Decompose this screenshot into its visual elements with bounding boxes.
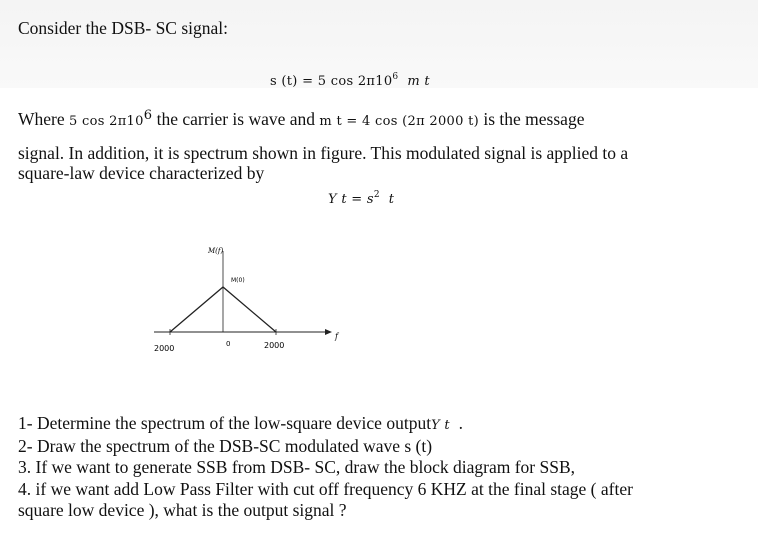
question-2: 2- Draw the spectrum of the DSB-SC modulated wave s (t) xyxy=(18,436,433,456)
paragraph-line-3: square-law device characterized by xyxy=(18,163,265,183)
spectrum-figure xyxy=(140,235,360,365)
question-1: 1- Determine the spectrum of the low-square device outputY t . xyxy=(18,413,464,433)
origin-tick-label: 0 xyxy=(226,340,231,348)
equation-y: Y $t = s^2$ t xyxy=(328,190,395,207)
peak-label: M(0) xyxy=(231,277,245,284)
axis-arrow xyxy=(325,329,332,335)
equation-s: s (t) = 5 $\cos 2\pi 10^6$ m t xyxy=(270,72,430,89)
paragraph-line-1: Where 5 $\cos 2\pi 10^6$ the carrier is wave and m t = 4 cos (2π 2000 t) is the message xyxy=(18,108,585,129)
question-4: 4. if we want add Low Pass Filter with cut off frequency 6 KHZ at the final stage ( after xyxy=(18,479,633,499)
paragraph-line-2: signal. In addition, it is spectrum shown in figure. This modulated signal is applied to a xyxy=(18,143,629,163)
question-4-continued: square low device ), what is the output signal ? xyxy=(18,500,347,520)
axis-var-label: f xyxy=(335,332,338,341)
ylabel: M(f) xyxy=(208,247,224,255)
right-tick-label: 2000 xyxy=(264,341,285,350)
question-3: 3. If we want to generate SSB from DSB- SC, draw the block diagram for SSB, xyxy=(18,457,576,477)
intro-text: Consider the DSB- SC signal: xyxy=(18,18,229,38)
left-tick-label: 2000 xyxy=(154,344,175,353)
